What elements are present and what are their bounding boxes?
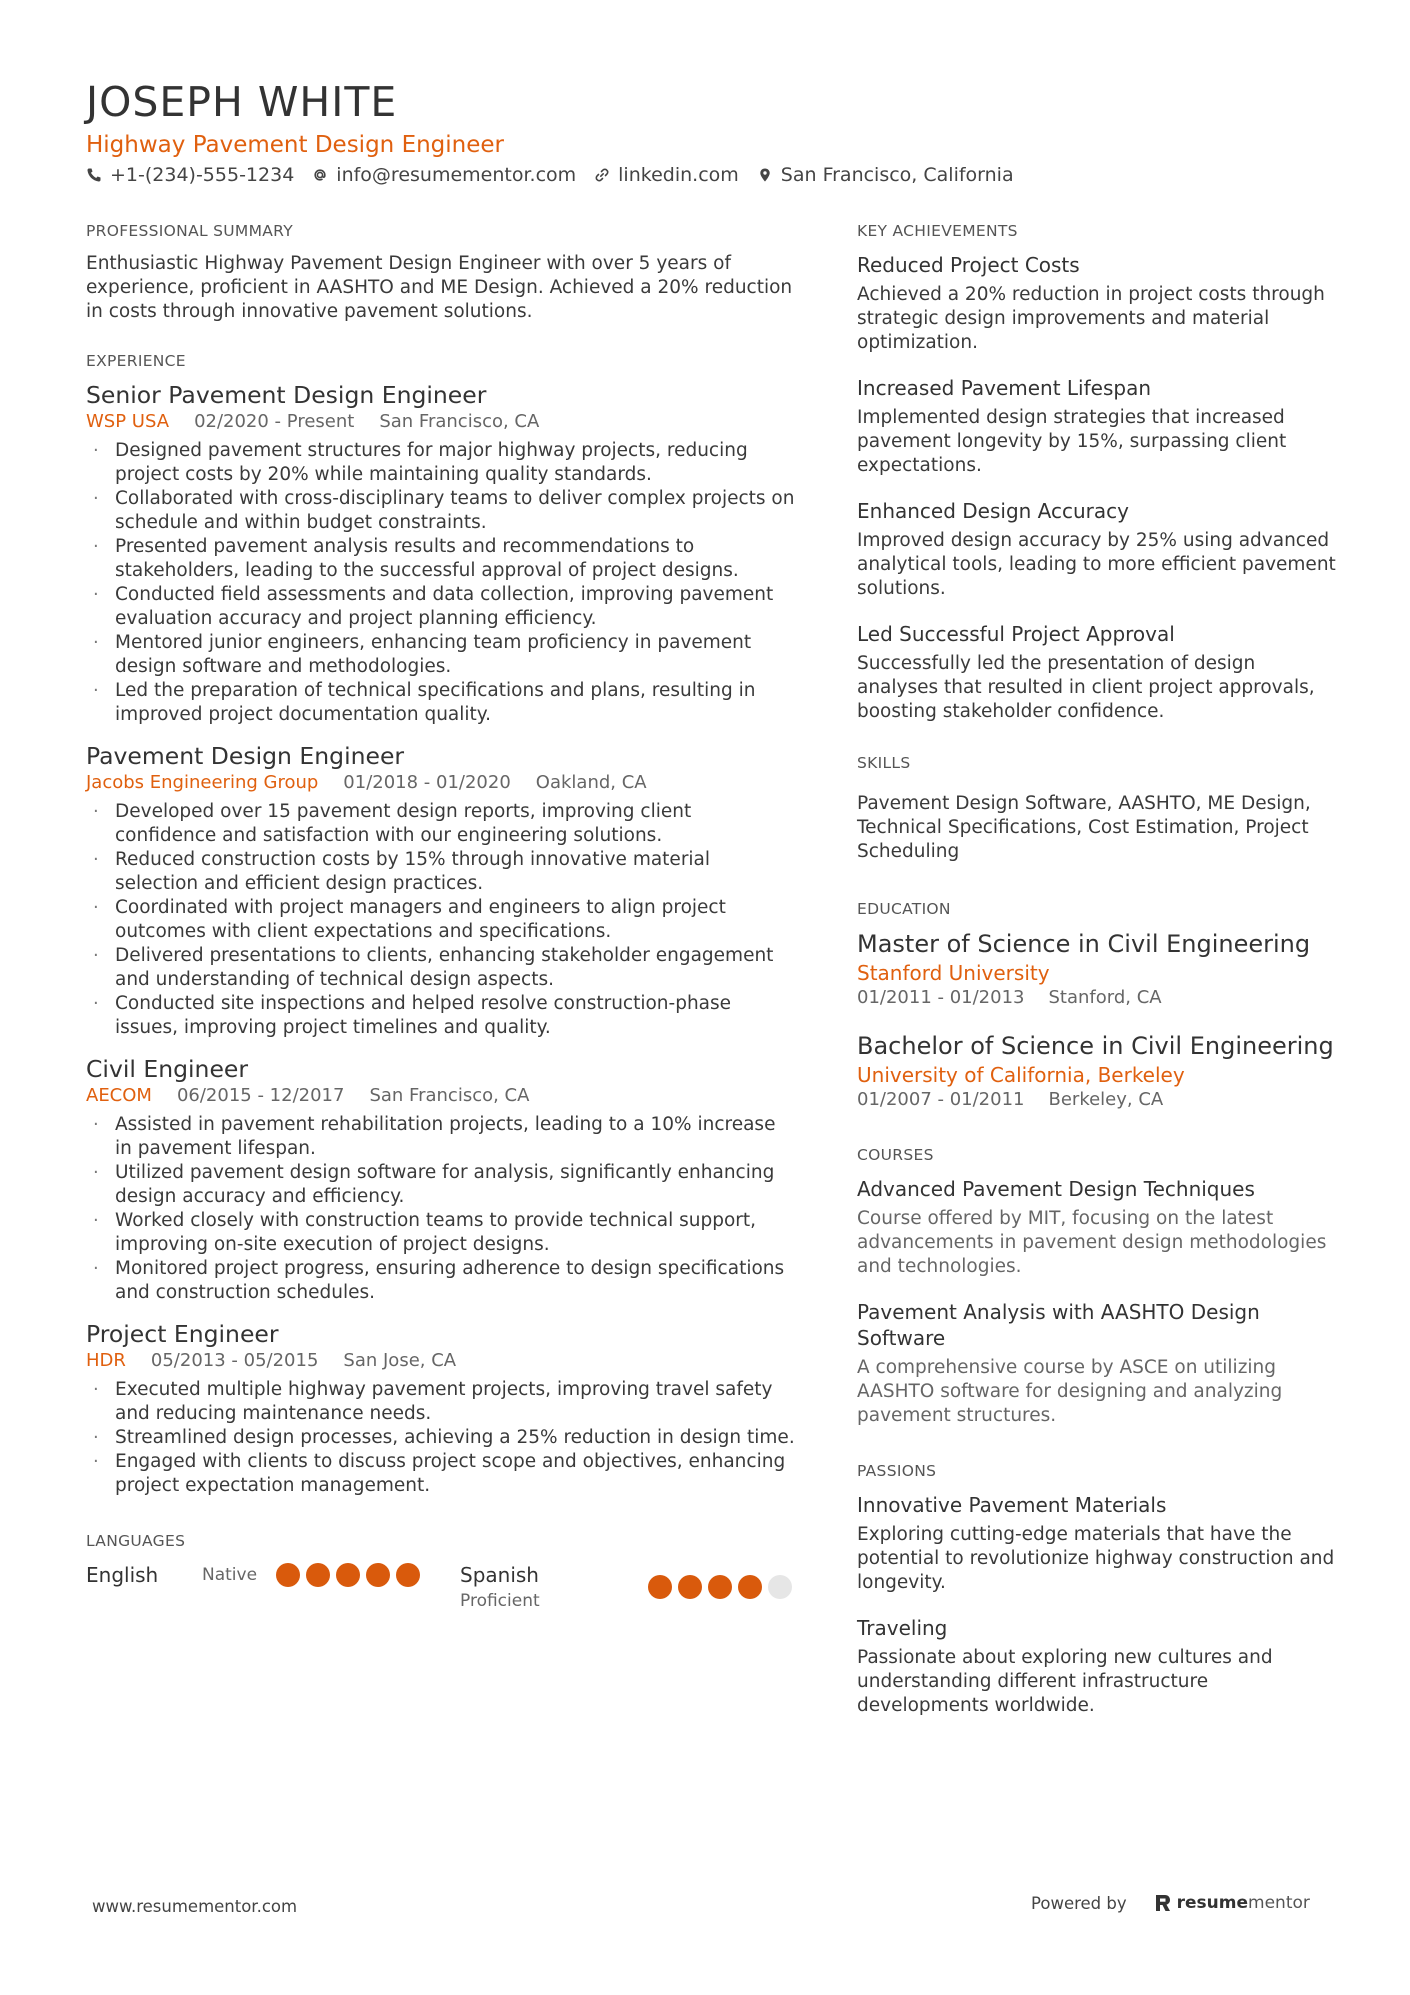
- achievement-item: [857, 621, 1337, 724]
- job-company: WSP USA: [86, 411, 170, 432]
- bullet-item: · Designed pavement structures for major highway projects, reducing project costs by 20% while maintaining quality standards.: [86, 439, 796, 487]
- achievement-title: Reduced Project Costs: [857, 253, 1080, 277]
- education-meta: [857, 1088, 1337, 1112]
- rating-dot-filled: [648, 1575, 672, 1599]
- email-text: info@resumementor.com: [336, 164, 577, 186]
- rating-dot-filled: [366, 1563, 390, 1587]
- job-dates: 06/2015 - 12/2017: [176, 1085, 345, 1106]
- contact-location: [757, 164, 1014, 186]
- summary-section: [86, 222, 796, 324]
- bullet-item: · Conducted field assessments and data collection, improving pavement evaluation accuracy and project planning efficiency.: [86, 583, 796, 631]
- job-location: San Francisco, CA: [379, 411, 540, 432]
- passion-desc: Passionate about exploring new cultures and understanding different infrastructure developments worldwide.: [857, 1647, 1273, 1716]
- candidate-name: JOSEPH WHITE: [86, 78, 398, 126]
- bullet-item: · Coordinated with project managers and engineers to align project outcomes with client expectations and specifications.: [86, 896, 796, 944]
- course-item: [857, 1176, 1337, 1279]
- language-level-wrap: [202, 1562, 276, 1588]
- bullet-item: · Led the preparation of technical specifications and plans, resulting in improved project documentation quality.: [86, 679, 796, 727]
- job-meta: [86, 1349, 796, 1373]
- language-item: [86, 1562, 460, 1588]
- languages-section: [86, 1532, 796, 1614]
- job-company: Jacobs Engineering Group: [86, 772, 319, 793]
- languages-row: [86, 1562, 796, 1614]
- bullet-item: · Streamlined design processes, achieving a 25% reduction in design time.: [86, 1426, 796, 1450]
- language-name: English: [86, 1563, 159, 1587]
- language-level: Proficient: [460, 1591, 540, 1611]
- bullet-item: · Engaged with clients to discuss project scope and objectives, enhancing project expectation management.: [86, 1450, 796, 1498]
- contact-website[interactable]: [594, 164, 739, 186]
- candidate-role: Highway Pavement Design Engineer: [86, 132, 504, 158]
- rating-dot-filled: [708, 1575, 732, 1599]
- section-title: PASSIONS: [857, 1462, 937, 1480]
- passion-item: [857, 1615, 1337, 1718]
- bullet-item: · Conducted site inspections and helped resolve construction-phase issues, improving project timelines and quality.: [86, 992, 796, 1040]
- course-desc: A comprehensive course by ASCE on utilizing AASHTO software for designing and analyzing pavement structures.: [857, 1357, 1283, 1426]
- job-dates: 05/2013 - 05/2015: [150, 1350, 319, 1371]
- summary-text: Enthusiastic Highway Pavement Design Engineer with over 5 years of experience, proficient in AASHTO and ME Design. Achieved a 20% reduction in costs through innovative pavement solutions.: [86, 253, 793, 322]
- passion-title: Traveling: [857, 1616, 948, 1640]
- achievement-item: [857, 375, 1337, 478]
- job-dates: 02/2020 - Present: [194, 411, 355, 432]
- section-title: PROFESSIONAL SUMMARY: [86, 222, 294, 240]
- location-pin-icon: [757, 167, 773, 183]
- passion-item: [857, 1492, 1337, 1595]
- rating-dot-filled: [396, 1563, 420, 1587]
- link-icon: [594, 167, 610, 183]
- education-item: [857, 928, 1337, 1010]
- bullet-item: · Developed over 15 pavement design reports, improving client confidence and satisfaction with our engineering solutions.: [86, 800, 796, 848]
- course-title: Advanced Pavement Design Techniques: [857, 1177, 1255, 1201]
- education-location: Berkeley, CA: [1048, 1089, 1164, 1110]
- job-dates: 01/2018 - 01/2020: [343, 772, 511, 793]
- skills-text: Pavement Design Software, AASHTO, ME Design, Technical Specifications, Cost Estimation, Project Scheduling: [857, 793, 1311, 862]
- footer-website[interactable]: www.resumementor.com: [92, 1897, 298, 1916]
- rating-dot-filled: [306, 1563, 330, 1587]
- section-title: KEY ACHIEVEMENTS: [857, 222, 1018, 240]
- phone-icon: [86, 167, 102, 183]
- course-item: [857, 1299, 1337, 1428]
- bullet-item: · Delivered presentations to clients, enhancing stakeholder engagement and understanding of technical design aspects.: [86, 944, 796, 992]
- bullet-item: · Collaborated with cross-disciplinary teams to deliver complex projects on schedule and within budget constraints.: [86, 487, 796, 535]
- website-text: linkedin.com: [618, 164, 739, 186]
- achievement-desc: Successfully led the presentation of design analyses that resulted in client project approvals, boosting stakeholder confidence.: [857, 653, 1315, 722]
- rating-dot-filled: [678, 1575, 702, 1599]
- rating-dot-empty: [768, 1575, 792, 1599]
- job-company: HDR: [86, 1350, 126, 1371]
- passions-section: [857, 1462, 1337, 1718]
- education-meta: [857, 986, 1337, 1010]
- bullet-item: · Mentored junior engineers, enhancing team proficiency in pavement design software and methodologies.: [86, 631, 796, 679]
- achievement-desc: Implemented design strategies that increased pavement longevity by 15%, surpassing client expectations.: [857, 407, 1287, 476]
- section-title: LANGUAGES: [86, 1532, 186, 1550]
- bullet-item: · Executed multiple highway pavement projects, improving travel safety and reducing maintenance needs.: [86, 1378, 796, 1426]
- brand-name-rest: mentor: [1248, 1893, 1310, 1913]
- bullet-item: · Monitored project progress, ensuring adherence to design specifications and construction schedules.: [86, 1257, 796, 1305]
- skills-section: [857, 754, 1337, 864]
- education-dates: 01/2007 - 01/2011: [857, 1089, 1025, 1110]
- bullet-item: · Reduced construction costs by 15% through innovative material selection and efficient design practices.: [86, 848, 796, 896]
- resumementor-logo-icon: [1155, 1894, 1171, 1912]
- job-meta: [86, 410, 796, 434]
- job-bullets: [86, 1378, 796, 1498]
- job-meta: [86, 771, 796, 795]
- achievement-title: Increased Pavement Lifespan: [857, 376, 1152, 400]
- job-location: San Francisco, CA: [369, 1085, 530, 1106]
- at-icon: [312, 167, 328, 183]
- section-title: EXPERIENCE: [86, 352, 186, 370]
- school-name: University of California, Berkeley: [857, 1063, 1185, 1087]
- job-company: AECOM: [86, 1085, 152, 1106]
- job-bullets: [86, 800, 796, 1040]
- bullet-item: · Utilized pavement design software for analysis, significantly enhancing design accuracy and efficiency.: [86, 1161, 796, 1209]
- education-item: [857, 1030, 1337, 1112]
- job-entry: [86, 1319, 796, 1498]
- contact-bar: [86, 164, 1014, 186]
- right-column: [857, 222, 1337, 1738]
- job-meta: [86, 1084, 796, 1108]
- rating-dot-filled: [276, 1563, 300, 1587]
- section-title: EDUCATION: [857, 900, 951, 918]
- achievement-item: [857, 252, 1337, 355]
- rating-dot-filled: [336, 1563, 360, 1587]
- job-entry: [86, 380, 796, 727]
- education-dates: 01/2011 - 01/2013: [857, 987, 1025, 1008]
- rating-dot-filled: [738, 1575, 762, 1599]
- job-bullets: [86, 1113, 796, 1305]
- achievement-desc: Improved design accuracy by 25% using advanced analytical tools, leading to more efficient pavement solutions.: [857, 530, 1336, 599]
- contact-email[interactable]: [312, 164, 576, 186]
- brand-name-bold: resume: [1176, 1893, 1249, 1913]
- section-title: COURSES: [857, 1146, 934, 1164]
- achievement-desc: Achieved a 20% reduction in project costs through strategic design improvements and material optimization.: [857, 284, 1325, 353]
- job-entry: [86, 741, 796, 1040]
- footer-brand: [1031, 1893, 1310, 1913]
- language-item: [460, 1562, 796, 1614]
- language-name: Spanish: [460, 1563, 539, 1587]
- course-desc: Course offered by MIT, focusing on the latest advancements in pavement design methodologies and technologies.: [857, 1208, 1327, 1277]
- passion-title: Innovative Pavement Materials: [857, 1493, 1167, 1517]
- school-name: Stanford University: [857, 961, 1050, 985]
- brand-logo[interactable]: [1155, 1893, 1310, 1913]
- language-level: Native: [202, 1565, 258, 1585]
- bullet-item: · Presented pavement analysis results and recommendations to stakeholders, leading to the successful approval of project designs.: [86, 535, 796, 583]
- job-location: Oakland, CA: [535, 772, 647, 793]
- job-location: San Jose, CA: [343, 1350, 457, 1371]
- job-bullets: [86, 439, 796, 727]
- contact-phone[interactable]: [86, 164, 294, 186]
- language-rating: [648, 1562, 792, 1614]
- bullet-item: · Worked closely with construction teams to provide technical support, improving on-site execution of project designs.: [86, 1209, 796, 1257]
- passion-desc: Exploring cutting-edge materials that have the potential to revolutionize highway construction and longevity.: [857, 1524, 1335, 1593]
- achievements-section: [857, 222, 1337, 724]
- education-section: [857, 900, 1337, 1112]
- language-rating: [276, 1562, 420, 1588]
- experience-section: [86, 352, 796, 1498]
- section-title: SKILLS: [857, 754, 911, 772]
- education-location: Stanford, CA: [1048, 987, 1162, 1008]
- powered-by-label: Powered by: [1031, 1893, 1127, 1913]
- location-text: San Francisco, California: [780, 164, 1014, 186]
- language-name-wrap: [460, 1562, 648, 1614]
- achievement-title: Led Successful Project Approval: [857, 622, 1175, 646]
- job-title: Project Engineer: [86, 1320, 279, 1348]
- degree-title: Bachelor of Science in Civil Engineering: [857, 1032, 1334, 1060]
- course-title: Pavement Analysis with AASHTO Design Software: [857, 1300, 1260, 1350]
- degree-title: Master of Science in Civil Engineering: [857, 930, 1311, 958]
- bullet-item: · Assisted in pavement rehabilitation projects, leading to a 10% increase in pavement lifespan.: [86, 1113, 796, 1161]
- left-column: [86, 222, 796, 1614]
- job-title: Civil Engineer: [86, 1055, 249, 1083]
- job-entry: [86, 1054, 796, 1305]
- language-name-wrap: [86, 1562, 202, 1588]
- achievement-item: [857, 498, 1337, 601]
- job-title: Senior Pavement Design Engineer: [86, 381, 487, 409]
- courses-section: [857, 1146, 1337, 1428]
- achievement-title: Enhanced Design Accuracy: [857, 499, 1129, 523]
- job-title: Pavement Design Engineer: [86, 742, 405, 770]
- phone-text: +1-(234)-555-1234: [110, 164, 295, 186]
